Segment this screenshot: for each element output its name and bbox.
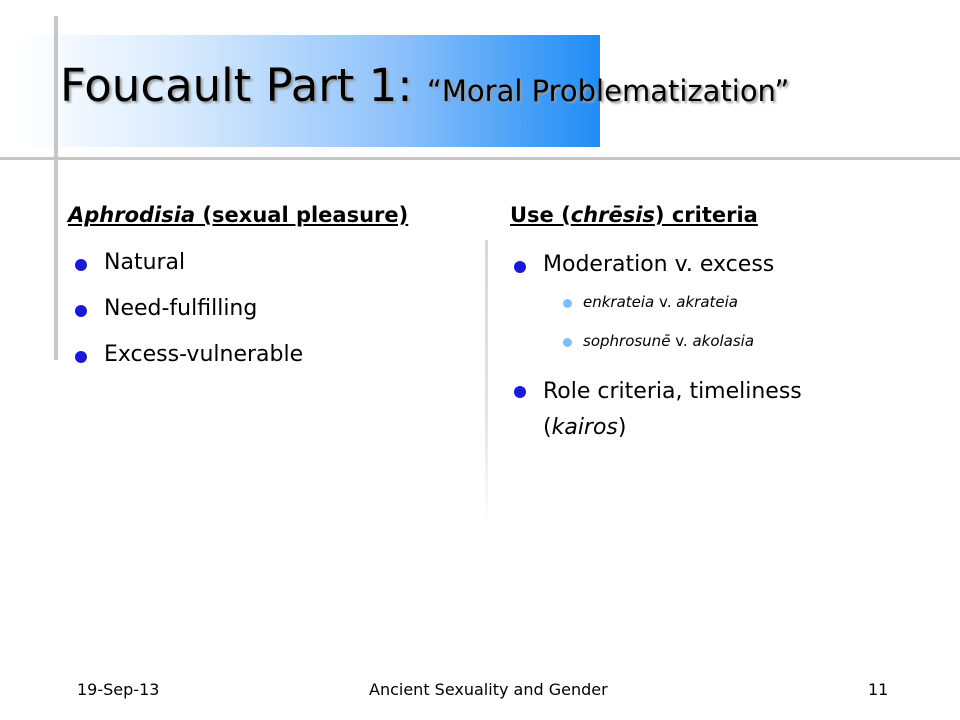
bullet-icon <box>514 386 526 398</box>
column-divider <box>485 240 488 530</box>
bullet-icon <box>75 305 87 317</box>
title-main: Foucault Part 1: <box>60 59 413 112</box>
list-item: Excess-vulnerable <box>104 342 303 367</box>
list-item: Need-fulfilling <box>104 296 257 321</box>
vertical-rule <box>54 16 58 360</box>
sub-list-item: enkrateia v. akrateia <box>583 293 738 311</box>
list-item: Moderation v. excess <box>543 252 774 277</box>
left-column-heading: Aphrodisia (sexual pleasure) <box>68 203 409 227</box>
bullet-icon <box>75 351 87 363</box>
title-subtitle: “Moral Problematization” <box>426 74 790 108</box>
sub-list-item: sophrosunē v. akolasia <box>583 332 754 350</box>
sub-bullet-icon <box>563 338 572 347</box>
slide-title <box>60 59 790 112</box>
bullet-icon <box>75 259 87 271</box>
footer-course-title: Ancient Sexuality and Gender <box>369 680 608 699</box>
sub-bullet-icon <box>563 299 572 308</box>
list-item: Natural <box>104 250 185 275</box>
list-item: Role criteria, timeliness (kairos) <box>543 374 802 446</box>
footer-date: 19-Sep-13 <box>77 680 160 699</box>
list-item-continuation: (kairos) <box>543 415 627 440</box>
bullet-icon <box>514 261 526 273</box>
horizontal-rule <box>0 157 960 160</box>
footer-page-number: 11 <box>868 680 889 699</box>
right-column-heading: Use (chrēsis) criteria <box>510 203 758 227</box>
